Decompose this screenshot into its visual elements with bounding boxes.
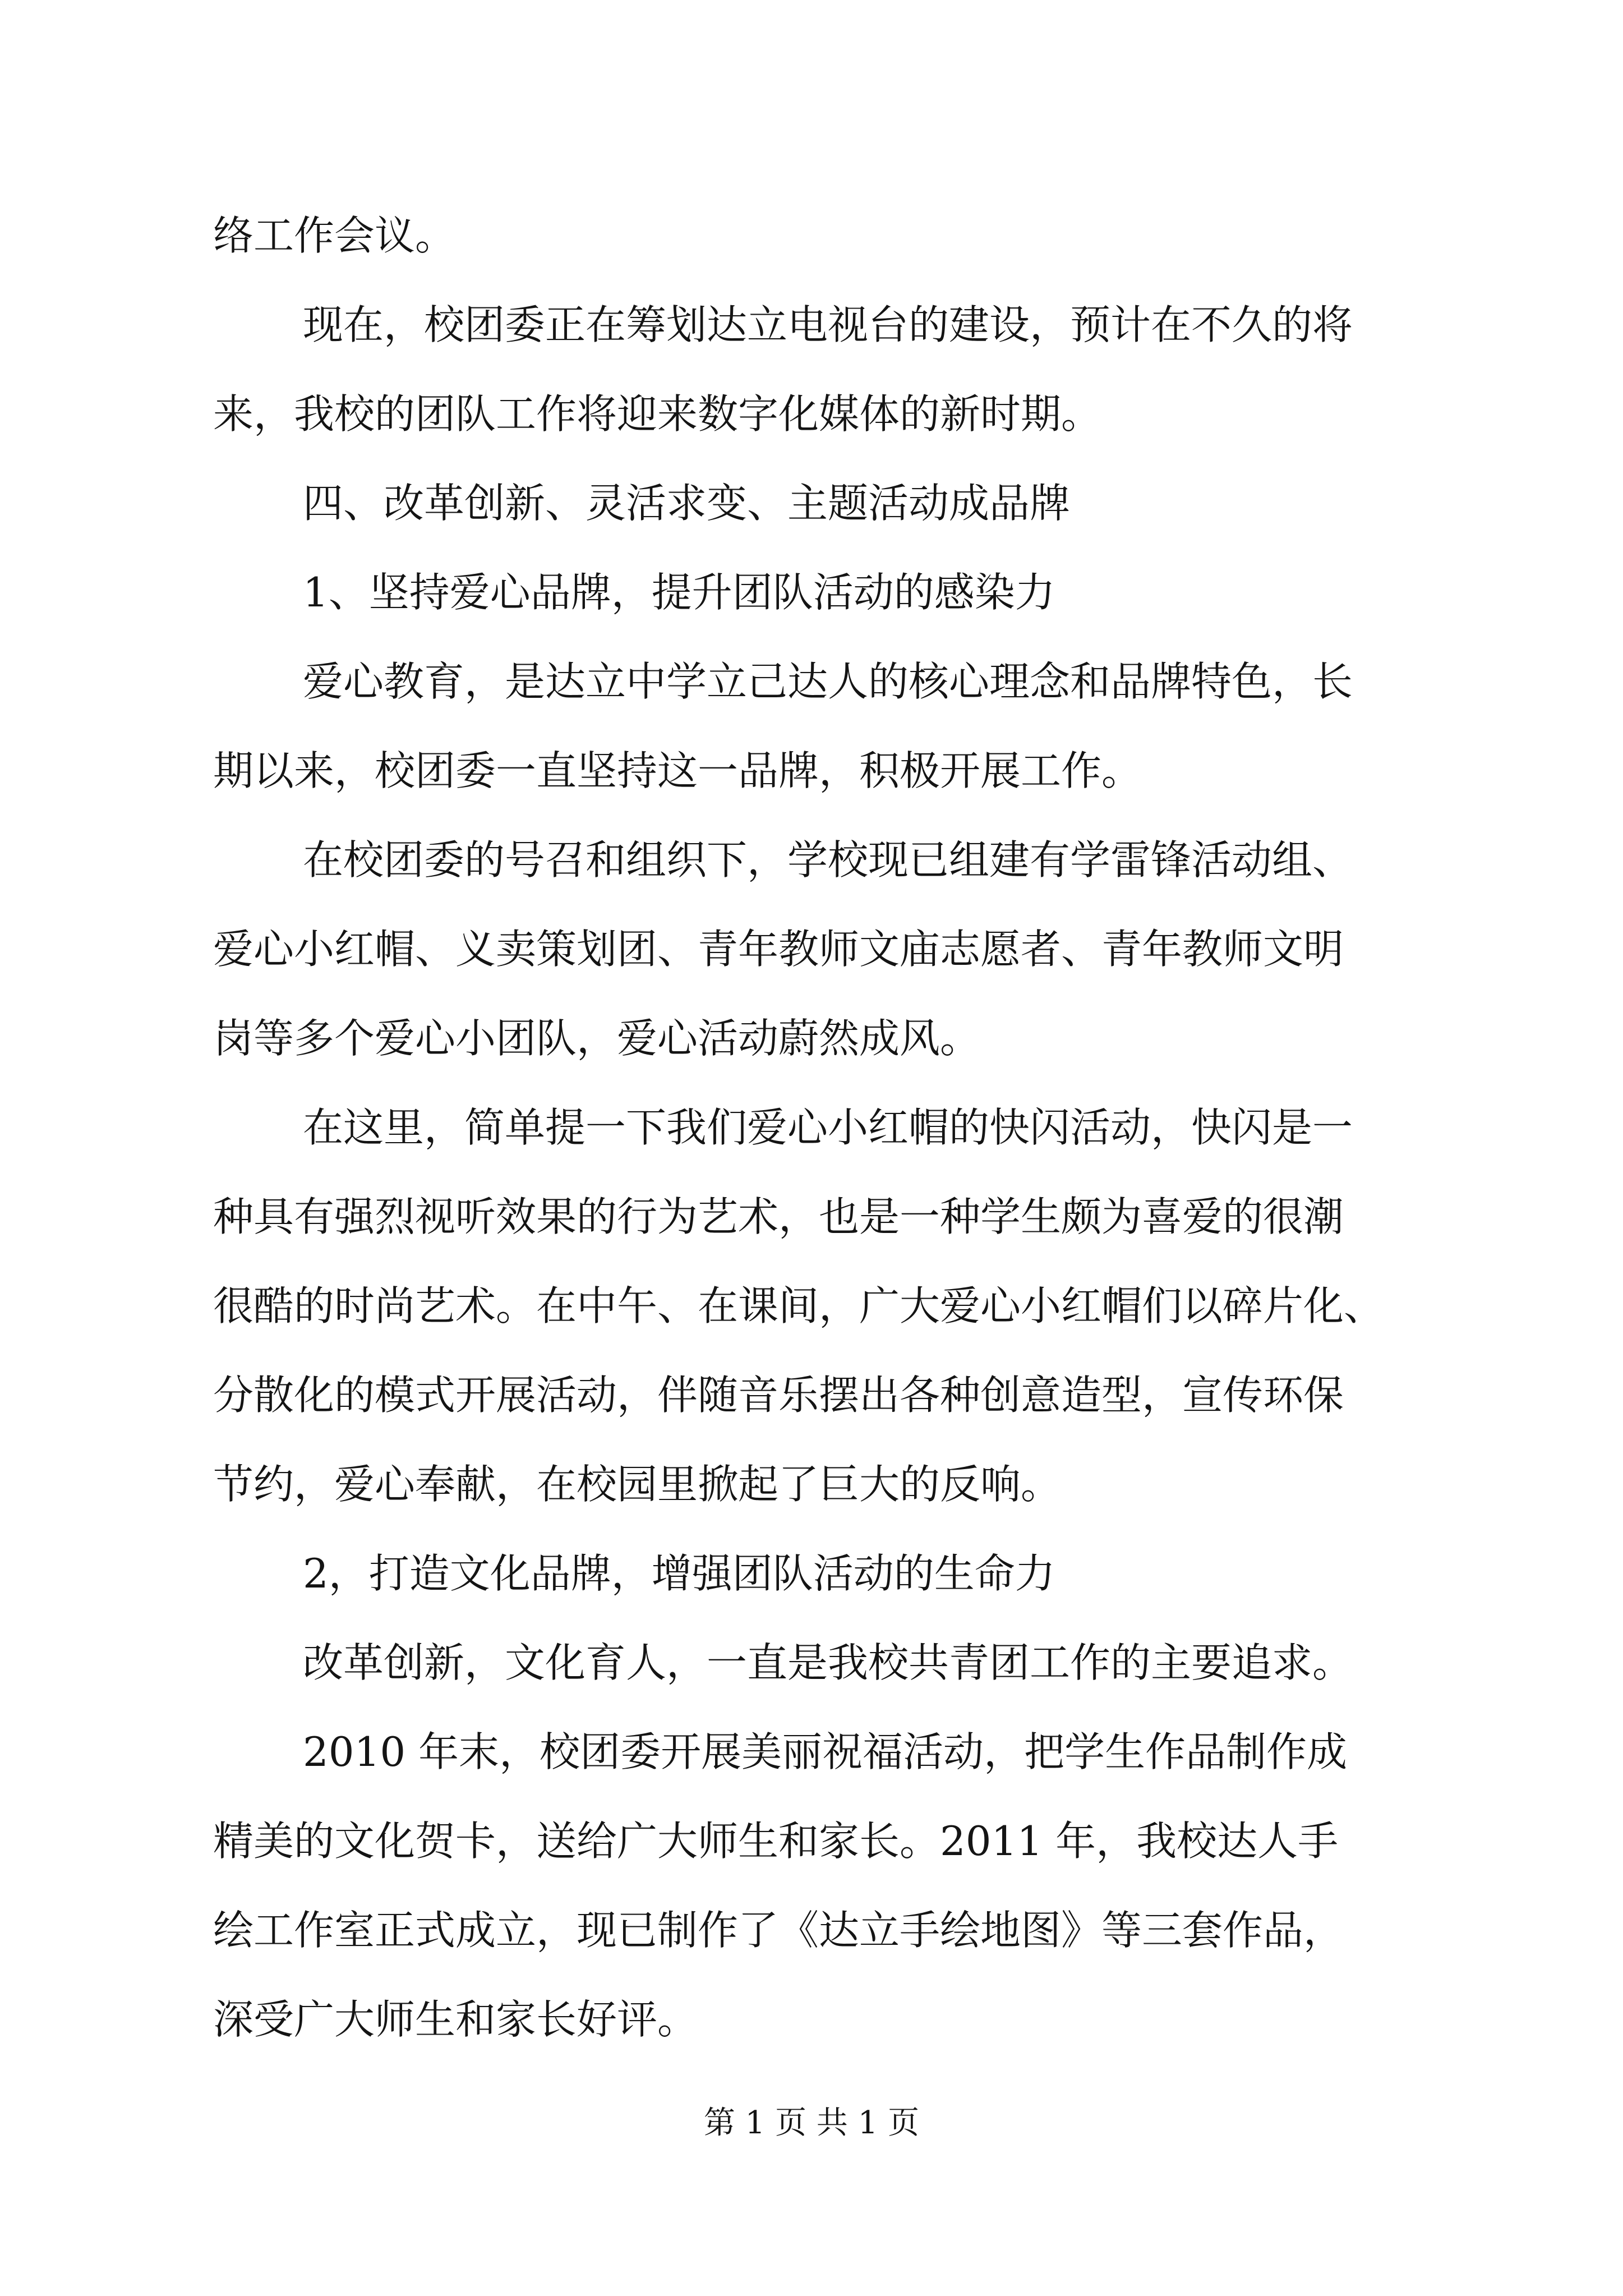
- subsection-heading: 1、坚持爱心品牌，提升团队活动的感染力: [303, 569, 1055, 616]
- page-footer: 第 1 页 共 1 页: [703, 2105, 920, 2141]
- text-line: 爱心小红帽、义卖策划团、青年教师文庙志愿者、青年教师文明: [213, 926, 1344, 973]
- text-line: 种具有强烈视听效果的行为艺术，也是一种学生颇为喜爱的很潮: [213, 1193, 1344, 1240]
- text-line: 期以来，校团委一直坚持这一品牌，积极开展工作。: [213, 747, 1142, 794]
- text-line: 爱心教育，是达立中学立己达人的核心理念和品牌特色，长: [303, 658, 1353, 705]
- text-line: 绘工作室正式成立，现已制作了《达立手绘地图》等三套作品，: [213, 1907, 1344, 1954]
- text-line: 节约，爱心奉献，在校园里掀起了巨大的反响。: [213, 1461, 1062, 1508]
- text-line: 来，我校的团队工作将迎来数字化媒体的新时期。: [213, 390, 1102, 438]
- text-line: 很酷的时尚艺术。在中午、在课间，广大爱心小红帽们以碎片化、: [213, 1282, 1385, 1329]
- section-heading: 四、改革创新、灵活求变、主题活动成品牌: [303, 480, 1071, 527]
- text-line: 精美的文化贺卡，送给广大师生和家长。2011 年，我校达人手: [213, 1818, 1339, 1865]
- text-line: 岗等多个爱心小团队，爱心活动蔚然成风。: [213, 1015, 981, 1062]
- text-line: 在校团委的号召和组织下，学校现已组建有学雷锋活动组、: [303, 836, 1353, 884]
- text-line: 2010 年末，校团委开展美丽祝福活动，把学生作品制作成: [303, 1728, 1348, 1775]
- text-line: 络工作会议。: [213, 212, 456, 259]
- subsection-heading: 2，打造文化品牌，增强团队活动的生命力: [303, 1550, 1055, 1597]
- text-line: 现在，校团委正在筹划达立电视台的建设，预计在不久的将: [303, 301, 1353, 348]
- text-line: 改革创新，文化育人，一直是我校共青团工作的主要追求。: [303, 1639, 1353, 1686]
- text-line: 分散化的模式开展活动，伴随音乐摆出各种创意造型，宣传环保: [213, 1372, 1344, 1419]
- text-line: 深受广大师生和家长好评。: [213, 1996, 698, 2043]
- text-line: 在这里，简单提一下我们爱心小红帽的快闪活动，快闪是一: [303, 1104, 1353, 1151]
